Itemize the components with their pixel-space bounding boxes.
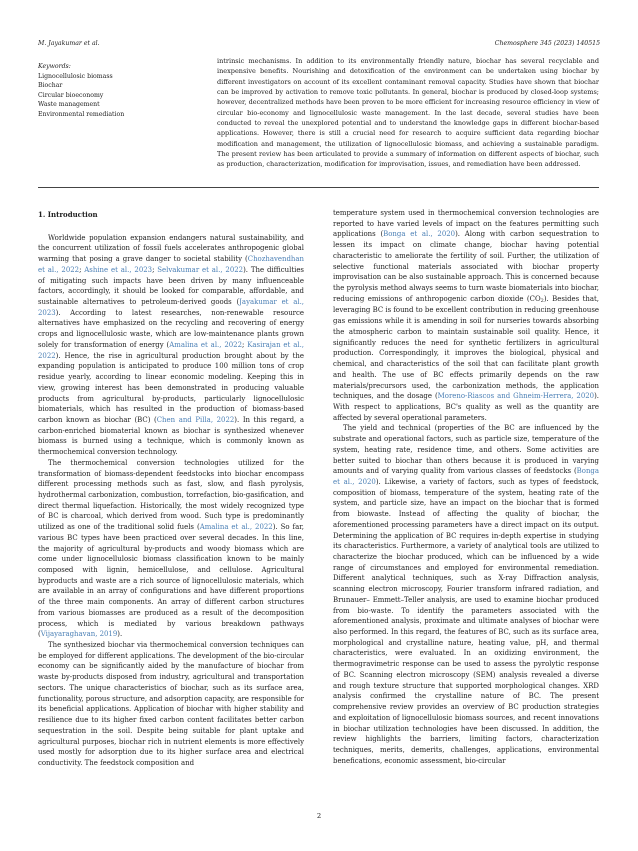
keyword-item: Circular bioeconomy (38, 91, 104, 99)
keyword-item: Environmental remediation (38, 110, 125, 118)
citation-link[interactable]: Bonga et al., 2020 (333, 467, 599, 486)
paragraph (38, 233, 304, 458)
left-column (38, 210, 304, 769)
citation-link[interactable]: Vijayaraghavan, 2019 (40, 630, 118, 639)
text-run: ). Besides that, leveraging BC is found to be excellent contribution in reducing greenhouse gas emissions while it is amending in soil for nurseries towards absorbing the atmospheric carbon to maintain sustainable soil quality. Hence, it significantly reduces the need for synthetic fertilizers in agricultural production. Correspondingly, it improves the biological, physical and chemical, and characteristics of the soil that can facilitate plant growth and health. The use of BC effects primarily depends on the raw materials/precursors used, the carbonization methods, the application techniques, and the dosage ( (333, 294, 600, 401)
text-run: ). The difficulties of mitigating such impacts have been driven by many influenceable factors, accordingly, it should be looked for comparable, affordable, and sustainable alternatives to petroleum-derived goods ( (38, 265, 304, 307)
text-run: ; (152, 265, 158, 274)
author-running-head: M. Jayakumar et al. (38, 40, 100, 47)
citation-link[interactable]: Selvakumar et al., 2022 (157, 265, 244, 274)
citation-link[interactable]: Kasirajan et al., 2022 (38, 340, 304, 360)
text-run: ). With respect to applications, BC's quality as well as the quantity are affected by several operational parameters. (333, 392, 600, 422)
keyword-item: Lignocellulosic biomass (38, 72, 113, 80)
journal-citation: Chemosphere 345 (2023) 140515 (494, 40, 600, 47)
text-run: ; (242, 340, 248, 349)
text-run: ). (117, 630, 123, 639)
text-run: ; (79, 265, 85, 274)
text-run: temperature system used in thermochemical conversion technologies are reported to have varied levels of impact on the features permitting such applications ( (333, 209, 599, 239)
running-head (38, 40, 600, 50)
citation-link[interactable]: Bonga et al., 2020 (383, 230, 456, 239)
text-run: ). Hence, the rise in agricultural production brought about by the expanding population is anticipated to produce 100 million tons of crop residue yearly, according to linear economic modeling. Keeping this in view, growing interest has been demonstrated in producing valuable products from agricultural by-products, particularly lignocellulosic biomaterials, which has resulted in the production of biomass-based carbon known as biochar (BC) ( (38, 351, 304, 424)
text-run: The thermochemical conversion technologies utilized for the transformation of biomass-dependent feedstocks into biochar encompass different processing methods such as fast, slow, and flash pyrolysis, hydrothermal carbonization, combustion, torrefaction, bio-gasification, and direct thermal liquefaction. Historically, the most widely recognized type of BC is charcoal, which derived from wood. Such type is predominantly utilized as one of the traditional solid fuels ( (38, 458, 304, 532)
citation-link[interactable]: Jayakumar et al., 2023 (38, 298, 304, 317)
keyword-item: Biochar (38, 82, 63, 90)
citation-link[interactable]: Chen and Pilla, 2022 (156, 415, 235, 424)
citation-link[interactable]: Amalina et al., 2022 (199, 523, 273, 532)
citation-link[interactable]: Ashine et al., 2023 (84, 265, 153, 274)
paragraph (333, 423, 599, 766)
text-run: The yield and technical (properties of the BC are influenced by the substrate and operational factors, such as particle size, temperature of the system, heating rate, residence time, and others. Some activities are better suited to biochar than others because it is produced in varying amounts and of varying quality from various classes of feedstocks ( (333, 424, 599, 476)
paragraph (38, 458, 304, 640)
text-run: ). So far, various BC types have been practiced over several decades. In this line, the majority of agricultural by-products and woody biomass which are come under lignocellulosic biomass classification known to be mainly composed with lignin, hemicellulose, and cellulose. Agricultural byproducts and waste are a rich source of lignocellulosic materials, which are available in an array of configurations and have different proportions of the three main components. An array of different carbon structures from various biomasses are produced as a result of the decomposition process, which is mediated by various breakdown pathways ( (38, 523, 304, 639)
keywords-block (38, 62, 203, 120)
text-run: ). In this regard, a carbon-enriched biomaterial known as biochar is synthesized whenever biomass is burned using a technique, which is commonly known as thermochemical conversion technology. (38, 415, 304, 457)
abstract-text: intrinsic mechanisms. In addition to its environmentally friendly nature, biochar has several recyclable and inexpensive benefits. Nourishing and detoxification of the environment can be undertaken using biochar by different investigators on account of its excellent contaminant removal capacity. Studies have shown that biochar can be improved by activation to remove toxic pollutants. In general, biochar is produced by closed-loop systems; however, decentralized methods have been proven to be more efficient for increasing resource efficiency in view of circular bio-economy and lignocellulosic waste management. In the last decade, several studies have been conducted to reveal the unexplored potential and to understand the knowledge gaps in different biochar-based applications. However, there is still a crucial need for research to acquire sufficient data regarding biochar modification and management, the utilization of lignocellulosic biomass, and achieving a sustainable paradigm. The present review has been articulated to provide a summary of information on different aspects of biochar, such as production, characterization, modification for improvisation, issues, and remediation have been addressed. (217, 57, 599, 169)
text-run: ). Along with carbon sequestration to lessen its impact on climate change, biochar having potential characteristic to ameliorate the fertility of soil. Further, the utilization of selective functional materials associated with biochar property improvisation can be also sustainable approach. This is concerned because the pyrolysis method always seems to turn waste biomaterials into biochar, reducing emissions of anthropogenic carbon dioxide (CO (333, 230, 600, 303)
text-run: ). Likewise, a variety of factors, such as types of feedstock, composition of biomass, temperature of the system, heating rate of the system, and particle size, have an impact on the biochar that is formed from biowaste. Instead of affecting the quality of biochar, the aforementioned processing parameters have a direct impact on its output. Determining the application of BC requires in-depth expertise in studying its characteristics. Furthermore, a variety of analytical tools are utilized to characterize the biochar produced, which can be influenced by a wide range of circumstances and employed for environmental remediation. Different analytical techniques, such as X-ray Diffraction analysis, scanning electron microscopy, Fourier transform infrared radiation, and Brunauer– Emmett–Teller analysis, are used to examine biochar produced from bio-waste. To identify the parameters associated with the aforementioned analysis, proximate and ultimate analyses of biochar were also performed. In this regard, the features of BC, such as its surface area, morphological and crystalline nature, heating value, pH, and thermal characteristics, were evaluated. In an oxidizing environment, the thermogravimetric response can be used to assess the pyrolytic response of BC. Scanning electron microscopy (SEM) analysis revealed a diverse and rough texture structure that supported morphological changes. XRD analysis confirmed the crystalline nature of BC. The present comprehensive review provides an overview of BC production strategies and exploitation of lignocellulosic biomass sources, and recent innovations in biochar utilization technologies have been discussed. In addition, the review highlights the barriers, limiting factors, characterization techniques, merits, demerits, challenges, applications, environmental benefications, economic assessment, bio-circular (333, 477, 599, 765)
citation-link[interactable]: Chozhavendhan et al., 2022 (38, 255, 304, 274)
paragraph: The synthesized biochar via thermochemical conversion techniques can be employed for different applications. The development of the bio-circular economy can be significantly aided by the manufacture of biochar from waste by-products disposed from industry, agricultural and transportation sectors. The unique characteristics of biochar, such as its surface area, functionality, porous structure, and adsorption capacity, are responsible for its beneficial applications. Application of biochar with higher stability and resilience due to its higher fixed carbon content facilitates better carbon sequestration in the soil. Despite being suitable for plant uptake and agricultural purposes, biochar rich in nutrient elements is more effectively used mostly for adsorption due to its higher surface area and electrical conductivity. The feedstock composition and (38, 641, 304, 767)
keyword-item: Waste management (38, 101, 100, 109)
right-column (333, 208, 599, 766)
subscript: 2 (540, 298, 544, 305)
citation-link[interactable]: Moreno-Riascos and Ghneim-Herrera, 2020 (437, 392, 595, 401)
page-number: 2 (316, 812, 322, 820)
text-run: ). According to latest researches, non-renewable resource alternatives have emphasized on the recycling and recovering of energy crops and lignocellulosic waste, which are low-maintenance plants grown solely for transformation of energy ( (38, 308, 304, 349)
citation-link[interactable]: Amalina et al., 2022 (169, 340, 242, 349)
paragraph (333, 208, 599, 423)
keywords-title: Keywords: (38, 63, 71, 70)
text-run: Worldwide population expansion endangers natural sustainability, and the concurrent utilization of fossil fuels accelerates anthropogenic global warming that posing a grave danger to societal stability ( (38, 233, 304, 264)
section-heading: 1. Introduction (38, 210, 98, 219)
section-divider (38, 187, 599, 188)
